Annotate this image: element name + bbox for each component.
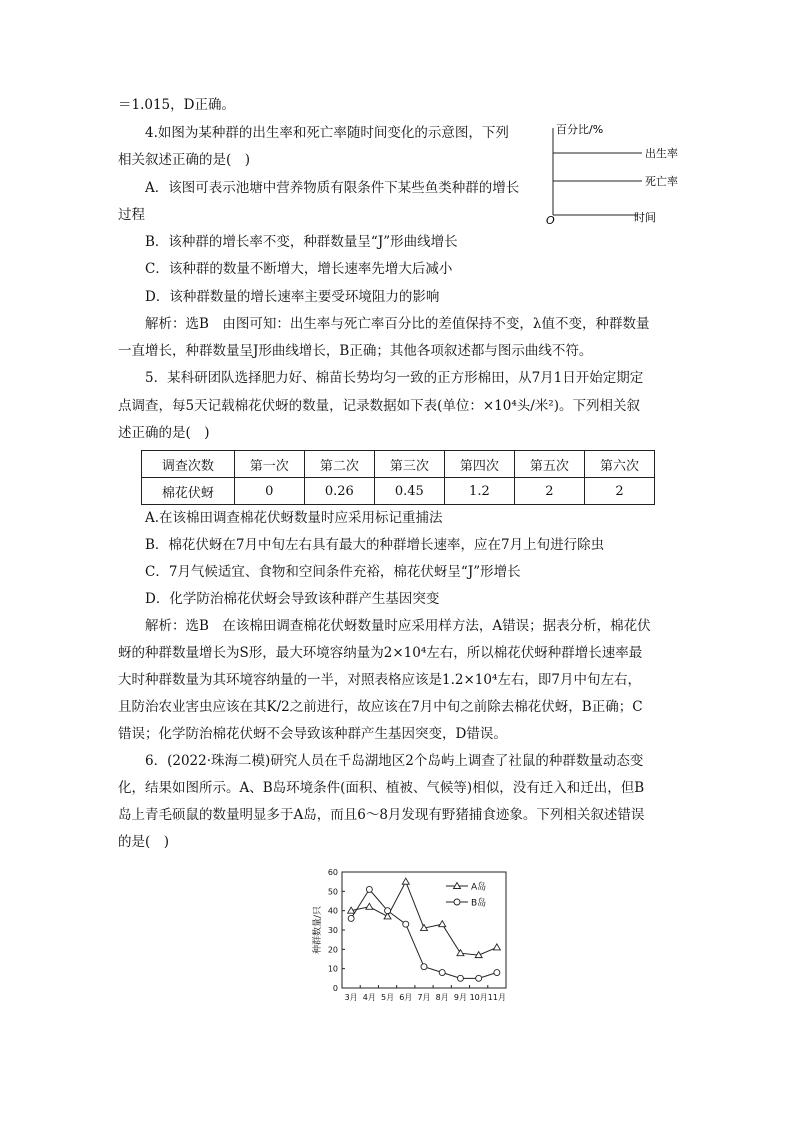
analysis-4-cont: 一直增长，种群数量呈J形曲线增长，B正确；其他各项叙述都与图示曲线不符。 [118,343,593,359]
question-4-stem-cont: 相关叙述正确的是( ) [118,152,251,168]
death-rate-label: 死亡率 [645,175,678,188]
data-point-circle [439,970,445,976]
y-tick-label: 50 [327,887,338,897]
data-point-circle [348,915,354,921]
x-tick-label: 11月 [487,993,506,1002]
table-header-cell: 第四次 [444,451,514,478]
question-5-stem: 5．某科研团队选择肥力好、棉苗长势均匀一致的正方形棉田，从7月1日开始定期定 [145,370,644,386]
option-b: B．该种群的增长率不变，种群数量呈“J”形曲线增长 [145,234,458,250]
analysis-5-cont: 且防治农业害虫应该在其K/2之前进行，故应该在7月中旬之前除去棉花伏蚜，B正确；C [118,699,643,715]
legend-label: A岛 [471,882,487,893]
population-line-chart [306,862,536,1012]
x-tick-label: 8月 [435,993,449,1002]
series-line-a [351,882,497,955]
table-cell: 1.2 [444,478,514,505]
table-cell: 0 [234,478,304,505]
origin-label: O [546,214,555,227]
x-axis-label: 时间 [634,211,656,224]
survey-table [141,450,655,505]
data-point-triangle [493,944,500,950]
y-tick-label: 30 [327,926,338,935]
table-cell: 0.26 [304,478,374,505]
data-point-circle [403,921,409,927]
data-point-triangle [439,921,446,927]
table-header-cell: 第二次 [304,451,374,478]
text-line: ＝1.015，D正确。 [118,97,235,113]
y-axis-label: 种群数量/只 [313,905,323,955]
q5-option-d: D．化学防治棉花伏蚜会导致该种群产生基因突变 [145,591,440,607]
question-5-stem-end: 述正确的是( ) [118,425,210,441]
table-cell: 0.45 [374,478,444,505]
analysis-5: 解析：选B 在该棉田调查棉花伏蚜数量时应采用样方法，A错误；据表分析，棉花伏 [145,618,651,634]
table-cell: 棉花伏蚜 [142,478,235,505]
analysis-5-cont: 大时种群数量为其环境容纳量的一半，对照表格应该是1.2×10⁴左右，即7月中旬左右， [118,672,641,688]
x-tick-label: 10月 [469,993,488,1002]
legend-label: B岛 [471,898,487,909]
y-tick-label: 20 [327,945,338,955]
data-point-circle [366,886,372,892]
question-6-stem-end: 的是( ) [118,834,170,850]
q5-option-b: B．棉花伏蚜在7月中旬左右具有最大的种群增长速率，应在7月上旬进行除虫 [145,537,605,553]
q5-option-c: C．7月气候适宜、食物和空间条件充裕，棉花伏蚜呈“J”形增长 [145,564,521,580]
question-4-stem: 4.如图为某种群的出生率和死亡率随时间变化的示意图，下列 [145,125,509,141]
analysis-5-end: 错误；化学防治棉花伏蚜不会导致该种群产生基因突变，D错误。 [118,726,507,742]
option-d: D．该种群数量的增长速率主要受环境阻力的影响 [145,289,440,305]
question-5-stem-cont: 点调查，每5天记载棉花伏蚜的数量，记录数据如下表(单位：×10⁴头/米²)。下列相关叙 [118,398,640,414]
table-cell: 2 [584,478,654,505]
question-6-stem-cont: 岛上青毛硕鼠的数量明显多于A岛，而且6～8月发现有野猪捕食迹象。下列相关叙述错误 [118,807,645,823]
y-tick-label: 60 [327,868,338,877]
x-tick-label: 4月 [362,993,376,1002]
table-header-cell: 第三次 [374,451,444,478]
analysis-4: 解析：选B 由图可知：出生率与死亡率百分比的差值保持不变，λ值不变，种群数量 [145,316,650,332]
table-header-cell: 调查次数 [142,451,235,478]
question-6-stem: 6．(2022·珠海二模)研究人员在千岛湖地区2个岛屿上调查了社鼠的种群数量动态变 [145,753,644,769]
data-point-circle [494,970,500,976]
data-point-circle [421,964,427,970]
table-header-cell: 第六次 [584,451,654,478]
data-point-triangle [457,950,464,956]
data-point-triangle [402,878,409,884]
data-point-triangle [366,903,373,909]
y-tick-label: 0 [332,984,338,993]
data-point-circle [457,975,463,981]
question-6-stem-cont: 化，结果如图所示。A、B岛环境条件(面积、植被、气候等)相似，没有迁入和迁出，但B [118,780,645,796]
y-tick-label: 40 [327,906,338,916]
data-point-circle [476,975,482,981]
x-tick-label: 6月 [399,993,413,1002]
y-tick-label: 10 [327,964,338,974]
q5-option-a: A.在该棉田调查棉花伏蚜数量时应采用标记重捕法 [145,510,443,526]
x-tick-label: 7月 [417,993,431,1002]
data-point-circle [385,908,391,914]
table-header-cell: 第一次 [234,451,304,478]
analysis-5-cont: 蚜的种群数量增长为S形，最大环境容纳量为2×10⁴左右，所以棉花伏蚜种群增长速率最 [118,645,643,661]
x-tick-label: 9月 [453,993,467,1002]
option-a: A．该图可表示池塘中营养物质有限条件下某些鱼类种群的增长 [145,180,520,196]
x-tick-label: 3月 [344,993,358,1002]
table-cell: 2 [514,478,584,505]
option-a-cont: 过程 [118,207,145,223]
y-axis-label: 百分比/% [556,123,604,136]
table-header-cell: 第五次 [514,451,584,478]
option-c: C．该种群的数量不断增大，增长速率先增大后减小 [145,261,453,277]
birth-rate-label: 出生率 [645,147,678,160]
birth-death-chart [548,120,688,225]
table-row [142,478,655,505]
table-header-row [142,451,655,478]
legend-marker [454,899,460,905]
x-tick-label: 5月 [381,993,395,1002]
